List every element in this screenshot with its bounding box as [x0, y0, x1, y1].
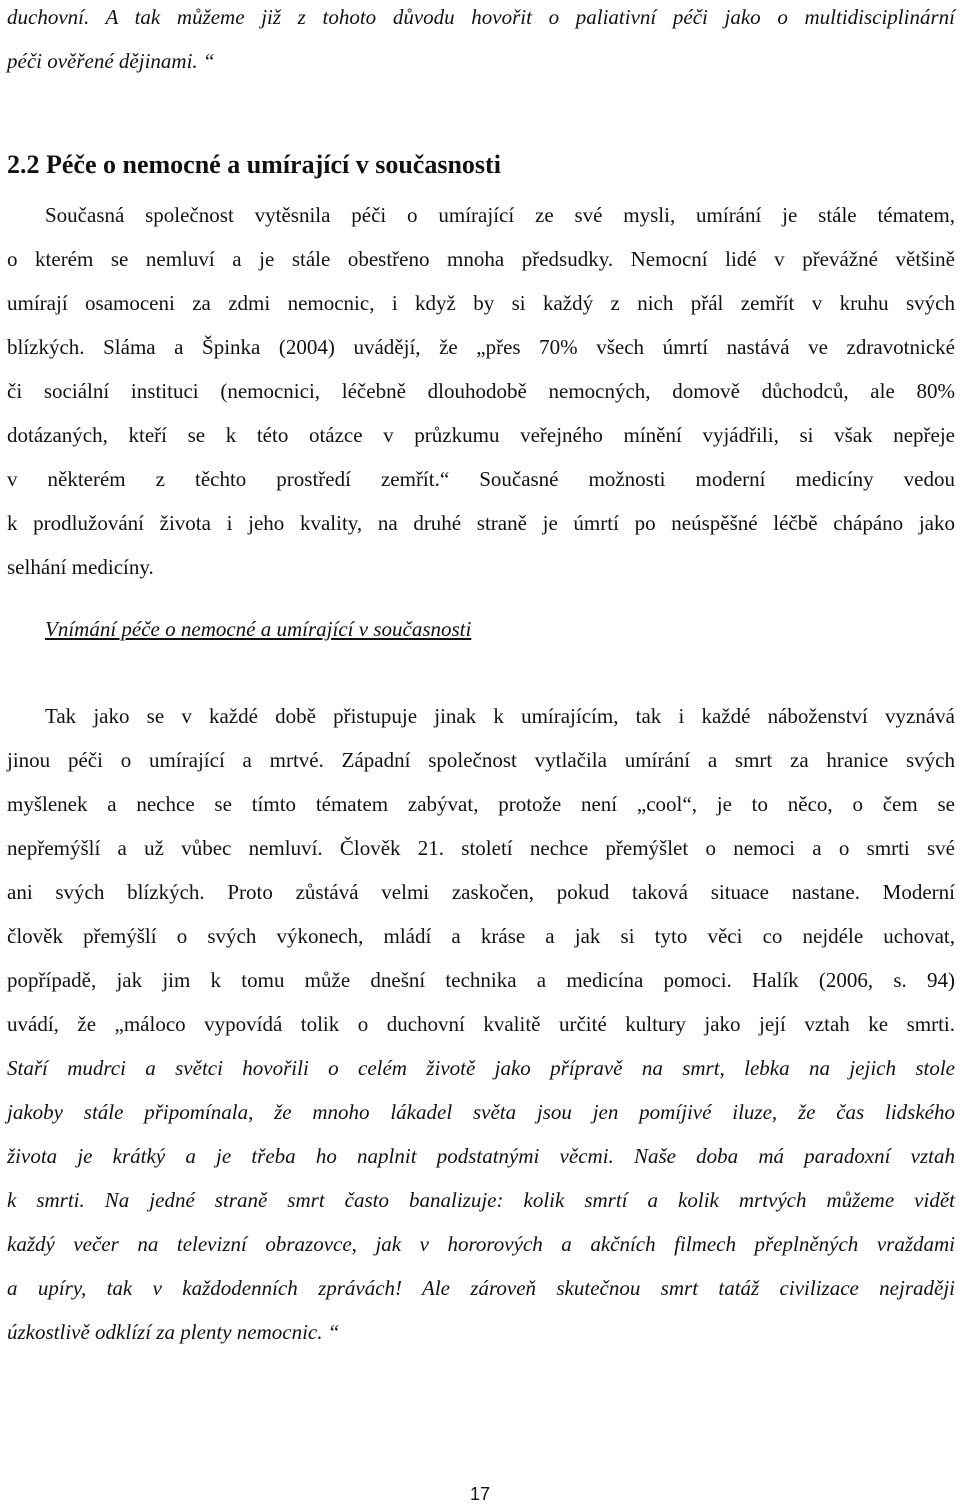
text-line: či sociální instituci (nemocnici, léčebně dlouhodobě nemocných, domově důchodců, ale 80% [7, 379, 955, 403]
text-line: péči ověřené dějinami. “ [7, 49, 215, 73]
text-line: k prodlužování života i jeho kvality, na druhé straně je úmrtí po neúspěšné léčbě chápáno jako [7, 511, 955, 535]
text-line: ani svých blízkých. Proto zůstává velmi zaskočen, pokud taková situace nastane. Moderní [7, 880, 955, 904]
paragraph-2 [7, 694, 955, 1354]
text-line: myšlenek a nechce se tímto tématem zabývat, protože není „cool“, je to něco, o čem se [7, 792, 955, 816]
section-heading: 2.2 Péče o nemocné a umírající v současnosti [7, 150, 501, 179]
subsection-title: Vnímání péče o nemocné a umírající v současnosti [45, 617, 472, 641]
text-line: selhání medicíny. [7, 555, 154, 579]
text-line: jinou péči o umírající a mrtvé. Západní společnost vytlačila umírání a smrt za hranice svých [7, 748, 955, 772]
page-number: 17 [469, 1484, 491, 1504]
text-line: v některém z těchto prostředí zemřít.“ Současné možnosti moderní medicíny vedou [7, 467, 955, 491]
text-line: uvádí, že „máloco vypovídá tolik o duchovní kvalitě určité kultury jako její vztah ke smrti. [7, 1012, 955, 1036]
text-line: každý večer na televizní obrazovce, jak v hororových a akčních filmech přeplněných vraždami [7, 1232, 955, 1256]
text-line: a upíry, tak v každodenních zprávách! Ale zároveň skutečnou smrt tatáž civilizace nejraději [7, 1276, 955, 1300]
text-line: člověk přemýšlí o svých výkonech, mládí a kráse a jak si tyto věci co nejdéle uchovat, [7, 924, 955, 948]
text-line: dotázaných, kteří se k této otázce v průzkumu veřejného mínění vyjádřili, si však nepřeje [7, 423, 955, 447]
text-line: Současná společnost vytěsnila péči o umírající ze své mysli, umírání je stále tématem, [45, 203, 955, 227]
text-line: duchovní. A tak můžeme již z tohoto důvodu hovořit o paliativní péči jako o multidisciplinární [7, 5, 955, 29]
text-line: blízkých. Sláma a Špinka (2004) uvádějí, že „přes 70% všech úmrtí nastává ve zdravotnické [7, 335, 955, 359]
text-line: jakoby stále připomínala, že mnoho lákadel světa jsou jen pomíjivé iluze, že čas lidského [7, 1100, 955, 1124]
text-line: popřípadě, jak jim k tomu může dnešní technika a medicína pomoci. Halík (2006, s. 94) [7, 968, 955, 992]
intro-paragraph [7, 0, 955, 83]
text-line: umírají osamoceni za zdmi nemocnic, i když by si každý z nich přál zemřít v kruhu svých [7, 291, 955, 315]
text-line: Tak jako se v každé době přistupuje jinak k umírajícím, tak i každé náboženství vyznává [45, 704, 955, 728]
text-line: nepřemýšlí a už vůbec nemluví. Člověk 21. století nechce přemýšlet o nemoci a o smrti své [7, 836, 955, 860]
text-line: Staří mudrci a světci hovořili o celém životě jako přípravě na smrt, lebka na jejich stole [7, 1056, 955, 1080]
text-line: o kterém se nemluví a je stále obestřeno mnoha předsudky. Nemocní lidé v převážné většině [7, 247, 955, 271]
text-line: úzkostlivě odklízí za plenty nemocnic. “ [7, 1320, 340, 1344]
text-line: k smrti. Na jedné straně smrt často banalizuje: kolik smrtí a kolik mrtvých můžeme vidět [7, 1188, 955, 1212]
text-line: života je krátký a je třeba ho naplnit podstatnými věcmi. Naše doba má paradoxní vztah [7, 1144, 955, 1168]
paragraph-1 [7, 193, 955, 589]
